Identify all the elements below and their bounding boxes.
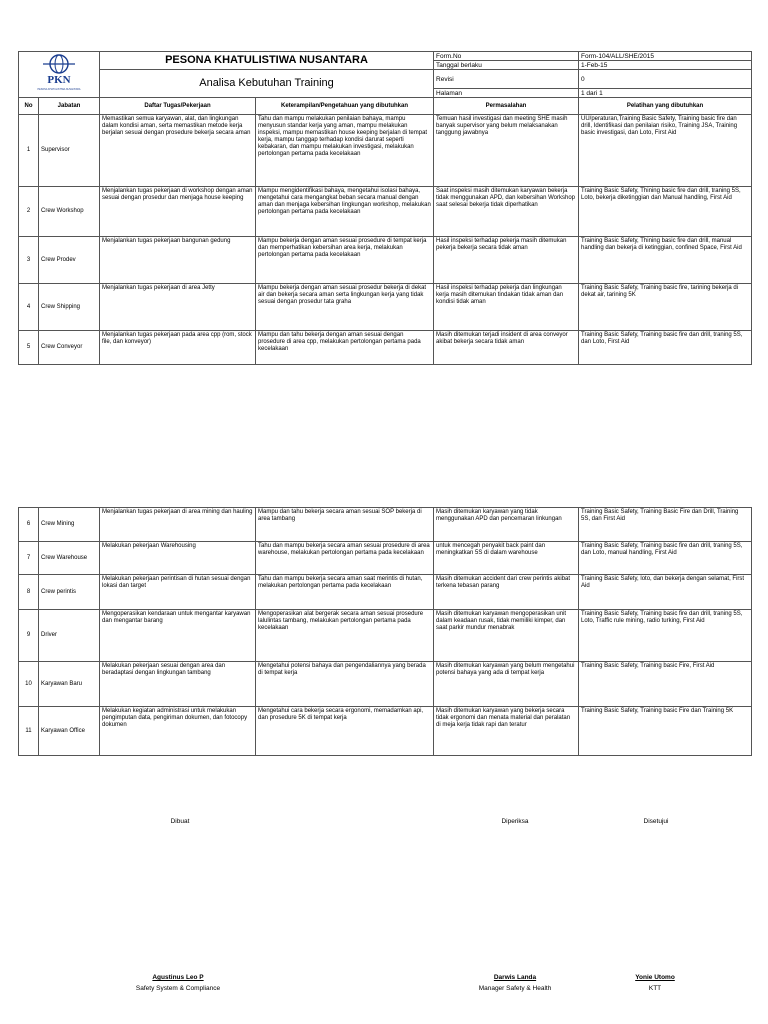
- task-cell: Memastikan semua karyawan, alat, dan lingkungan dalam kondisi aman, serta memastikan metode kerja berjalan sesuai dengan prosedure bekerja secara aman: [100, 115, 256, 187]
- job-title: Crew perintis: [39, 575, 100, 610]
- problem-cell: Hasil inspeksi terhadap pekerja dan lingkungan kerja masih ditemukan tindakan tidak aman dan kondisi tidak aman: [434, 284, 579, 331]
- training-cell: Training Basic Safety, Thining basic fire dan drill, manual handling dan bekerja di ketinggian, confined Space, First Aid: [579, 237, 752, 284]
- task-cell: Melakukan pekerjaan perintisan di hutan sesuai dengan lokasi dan target: [100, 575, 256, 610]
- meta-value: 0: [579, 70, 752, 89]
- table-body-page2: [19, 508, 752, 756]
- skill-cell: Mampu mengidentifikasi bahaya, mengetahui isolasi bahaya, mengetahui cara mengangkat beban secara manual dengan aman dan menjaga kebersihan lingkungan workshop, melakukan pertolongan pertama pada kecelakaan: [256, 187, 434, 237]
- problem-cell: Temuan hasil investigasi dan meeting SHE masih banyak supervisor yang belum melaksanakan tanggung jawabnya: [434, 115, 579, 187]
- company-name: PESONA KHATULISTIWA NUSANTARA: [100, 52, 434, 70]
- table-row: [19, 331, 752, 365]
- training-cell: Training Basic Safety, Training basic fire dan drill, traning 5S, dan Loto, manual handling, First Aid: [579, 542, 752, 575]
- meta-value: Form-104/ALL/SHE/2015: [579, 52, 752, 61]
- table-row: [19, 115, 752, 187]
- training-table-page2: [18, 507, 752, 756]
- task-cell: Melakukan pekerjaan sesuai dengan area dan beradaptasi dengan lingkungan tambang: [100, 662, 256, 707]
- column-header: Keterampilan/Pengetahuan yang dibutuhkan: [256, 98, 434, 115]
- document-title: Analisa Kebutuhan Training: [100, 70, 434, 98]
- signatory-role: KTT: [648, 985, 662, 992]
- skill-cell: Mampu dan tahu bekerja dengan aman sesuai dengan prosedure di area cpp, melakukan pertolongan pertama pada kecelakaan: [256, 331, 434, 365]
- task-cell: Menjalankan tugas pekerjaan di area Jetty: [100, 284, 256, 331]
- signatory: [455, 974, 575, 992]
- column-header: Permasalahan: [434, 98, 579, 115]
- signatory: [118, 974, 238, 992]
- table-row: [19, 187, 752, 237]
- training-cell: UU/peraturan,Training Basic Safety, Training basic fire dan drill, Identifikasi dan penilaian risiko, Training JSA, Training basic investigasi, dan Loto, First Aid: [579, 115, 752, 187]
- column-header: No: [19, 98, 39, 115]
- column-header: Jabatan: [39, 98, 100, 115]
- diperiksa-label: Diperiksa: [501, 818, 529, 825]
- skill-cell: Mampu bekerja dengan aman sesuai prosedur bekerja di dekat air dan bekerja secara aman serta lingkungan kerja yang tidak sesuai dengan prosedur tata graha: [256, 284, 434, 331]
- training-cell: Training Basic Safety, Training basic fire dan drill, traning 5S, dan Loto, First Aid: [579, 331, 752, 365]
- task-cell: Melakukan kegiatan administrasi untuk melakukan pengimputan data, pengiriman dokumen, dan fotocopy dokumen: [100, 707, 256, 756]
- job-title: Crew Mining: [39, 508, 100, 542]
- problem-cell: untuk mencegah penyakit back paint dan meningkatkan 5S di dalam warehouse: [434, 542, 579, 575]
- training-cell: Training Basic Safety, loto, dan bekerja dengan selamat, First Aid: [579, 575, 752, 610]
- meta-value: 1-Feb-15: [579, 61, 752, 70]
- meta-key: Tanggal berlaku: [434, 61, 579, 70]
- problem-cell: Masih ditemukan karyawan yang bekerja secara tidak ergonomi dan menata material dan peralatan di meja kerja tidak rapi dan teratur: [434, 707, 579, 756]
- company-logo: [29, 53, 89, 93]
- signatory-name: Darwis Landa: [493, 974, 537, 981]
- table-row: [19, 542, 752, 575]
- problem-cell: Masih ditemukan karyawan mengoperasikan unit dalam keadaan rusak, tidak memiliki kimper, dan saat parkir mundur menabrak: [434, 610, 579, 662]
- task-cell: Menjalankan tugas pekerjaan di workshop dengan aman sesuai dengan prosedur dan menjaga house keeping: [100, 187, 256, 237]
- training-cell: Training Basic Safety, Training basic Fire, First Aid: [579, 662, 752, 707]
- job-title: Supervisor: [39, 115, 100, 187]
- header-table: [18, 51, 752, 365]
- row-number: 9: [19, 610, 39, 662]
- meta-value: 1 dari 1: [579, 89, 752, 98]
- skill-cell: Mampu bekerja dengan aman sesuai prosedure di tempat kerja dan memperhatikan kebersihan area kerja, melakukan pertolongan pertama pada kecelakaan: [256, 237, 434, 284]
- job-title: Driver: [39, 610, 100, 662]
- signatory-role: Safety System & Compliance: [135, 985, 221, 992]
- table-body-page1: [19, 115, 752, 365]
- meta-key: Form.No: [434, 52, 579, 61]
- job-title: Crew Workshop: [39, 187, 100, 237]
- row-number: 5: [19, 331, 39, 365]
- meta-key: Revisi: [434, 70, 579, 89]
- task-cell: Menjalankan tugas pekerjaan di area mining dan hauling: [100, 508, 256, 542]
- job-title: Karyawan Baru: [39, 662, 100, 707]
- table-row: [19, 707, 752, 756]
- problem-cell: Masih ditemukan karyawan yang tidak menggunakan APD dan pencemaran linkungan: [434, 508, 579, 542]
- table-row: [19, 610, 752, 662]
- signatory-name: Yonie Utomo: [635, 974, 675, 981]
- task-cell: Menjalankan tugas pekerjaan bangunan gedung: [100, 237, 256, 284]
- skill-cell: Mengetahui potensi bahaya dan pengendaliannya yang berada di tempat kerja: [256, 662, 434, 707]
- training-needs-sheet-page1: [18, 51, 751, 365]
- job-title: Crew Prodev: [39, 237, 100, 284]
- training-cell: Training Basic Safety, Thining basic fire dan drill, traning 5S, Loto, bekerja diketinggian dan Manual handling, First Aid: [579, 187, 752, 237]
- problem-cell: Masih ditemukan accident dari crew perintis akibat terkena tebasan parang: [434, 575, 579, 610]
- job-title: Crew Shipping: [39, 284, 100, 331]
- disetujui-label: Disetujui: [643, 818, 669, 825]
- training-cell: Training Basic Safety, Training basic fire, tarining bekerja di dekat air, tarining 5K: [579, 284, 752, 331]
- row-number: 1: [19, 115, 39, 187]
- training-cell: Training Basic Safety, Training basic fire dan drill, traning 5S, Loto, Traffic rule mining, radio turking, First Aid: [579, 610, 752, 662]
- skill-cell: Tahu dan mampu bekerja secara aman sesuai prosedure di area warehouse, melakukan pertolongan pertama pada kecelakaan: [256, 542, 434, 575]
- job-title: Crew Warehouse: [39, 542, 100, 575]
- column-header: Pelatihan yang dibutuhkan: [579, 98, 752, 115]
- row-number: 10: [19, 662, 39, 707]
- signatory: [595, 974, 715, 992]
- problem-cell: Masih ditemukan karyawan yang belum mengetahui potensi bahaya yang ada di tempat kerja: [434, 662, 579, 707]
- task-cell: Menjalankan tugas pekerjaan pada area cpp (rom, stock file, dan konveyor): [100, 331, 256, 365]
- logo-text: PKN: [47, 74, 71, 86]
- problem-cell: Hasil inspeksi terhadap pekerja masih ditemukan pekerja bekerja secara tidak aman: [434, 237, 579, 284]
- logo-subtext: PESONA KHATULISTIWA NUSANTARA: [37, 88, 81, 91]
- training-needs-sheet-page2: [18, 507, 751, 756]
- table-row: [19, 237, 752, 284]
- row-number: 6: [19, 508, 39, 542]
- table-row: [19, 508, 752, 542]
- skill-cell: Tahu dan mampu bekerja secara aman saat merintis di hutan, melakukan pertolongan pertama pada kecelakaan: [256, 575, 434, 610]
- job-title: Karyawan Office: [39, 707, 100, 756]
- logo-cell: [19, 52, 100, 98]
- row-number: 4: [19, 284, 39, 331]
- training-cell: Training Basic Safety, Training Basic Fire dan Drill, Training 5S, dan First Aid: [579, 508, 752, 542]
- skill-cell: Tahu dan mampu melakukan penilaian bahaya, mampu menyusun standar kerja yang aman, mampu melakukan inspeksi, mampu memastikan house keeping berjalan di tempat kerja, mampu tanggap terhadap kondisi darurat seperti kebakaran, dan mampu melakukan investigasi, melakukan pertolongan pertama pada kecelakaan: [256, 115, 434, 187]
- signatory-role: Manager Safety & Health: [478, 985, 552, 992]
- meta-key: Halaman: [434, 89, 579, 98]
- row-number: 7: [19, 542, 39, 575]
- skill-cell: Mengoperasikan alat bergerak secara aman sesuai prosedure lalulintas tambang, melakukan pertolongan pertama pada kecelakaan: [256, 610, 434, 662]
- skill-cell: Mengetahui cara bekerja secara ergonomi, memadamkan api, dan prosedure 5K di tempat kerja: [256, 707, 434, 756]
- job-title: Crew Conveyor: [39, 331, 100, 365]
- table-row: [19, 284, 752, 331]
- table-row: [19, 575, 752, 610]
- column-header: Daftar Tugas/Pekerjaan: [100, 98, 256, 115]
- signatory-name: Agustinus Leo P: [152, 974, 204, 981]
- task-cell: Melakukan pekerjaan Warehousing: [100, 542, 256, 575]
- dibuat-label: Dibuat: [170, 818, 190, 825]
- row-number: 8: [19, 575, 39, 610]
- training-cell: Training Basic Safety, Training basic Fire dan Training 5K: [579, 707, 752, 756]
- column-header-row: [19, 98, 752, 115]
- row-number: 11: [19, 707, 39, 756]
- row-number: 3: [19, 237, 39, 284]
- row-number: 2: [19, 187, 39, 237]
- problem-cell: Masih ditemukan terjadi insident di area conveyor akibat bekerja secara tidak aman: [434, 331, 579, 365]
- skill-cell: Mampu dan tahu bekerja secara aman sesuai SOP bekerja di area tambang: [256, 508, 434, 542]
- problem-cell: Saat inspeksi masih ditemukan karyawan bekerja tidak menggunakan APD, dan kebersihan Workshop saat selesai bekerja tidak diperhatikan: [434, 187, 579, 237]
- task-cell: Mengoperasikan kendaraan untuk mengantar karyawan dan mengantar barang: [100, 610, 256, 662]
- table-row: [19, 662, 752, 707]
